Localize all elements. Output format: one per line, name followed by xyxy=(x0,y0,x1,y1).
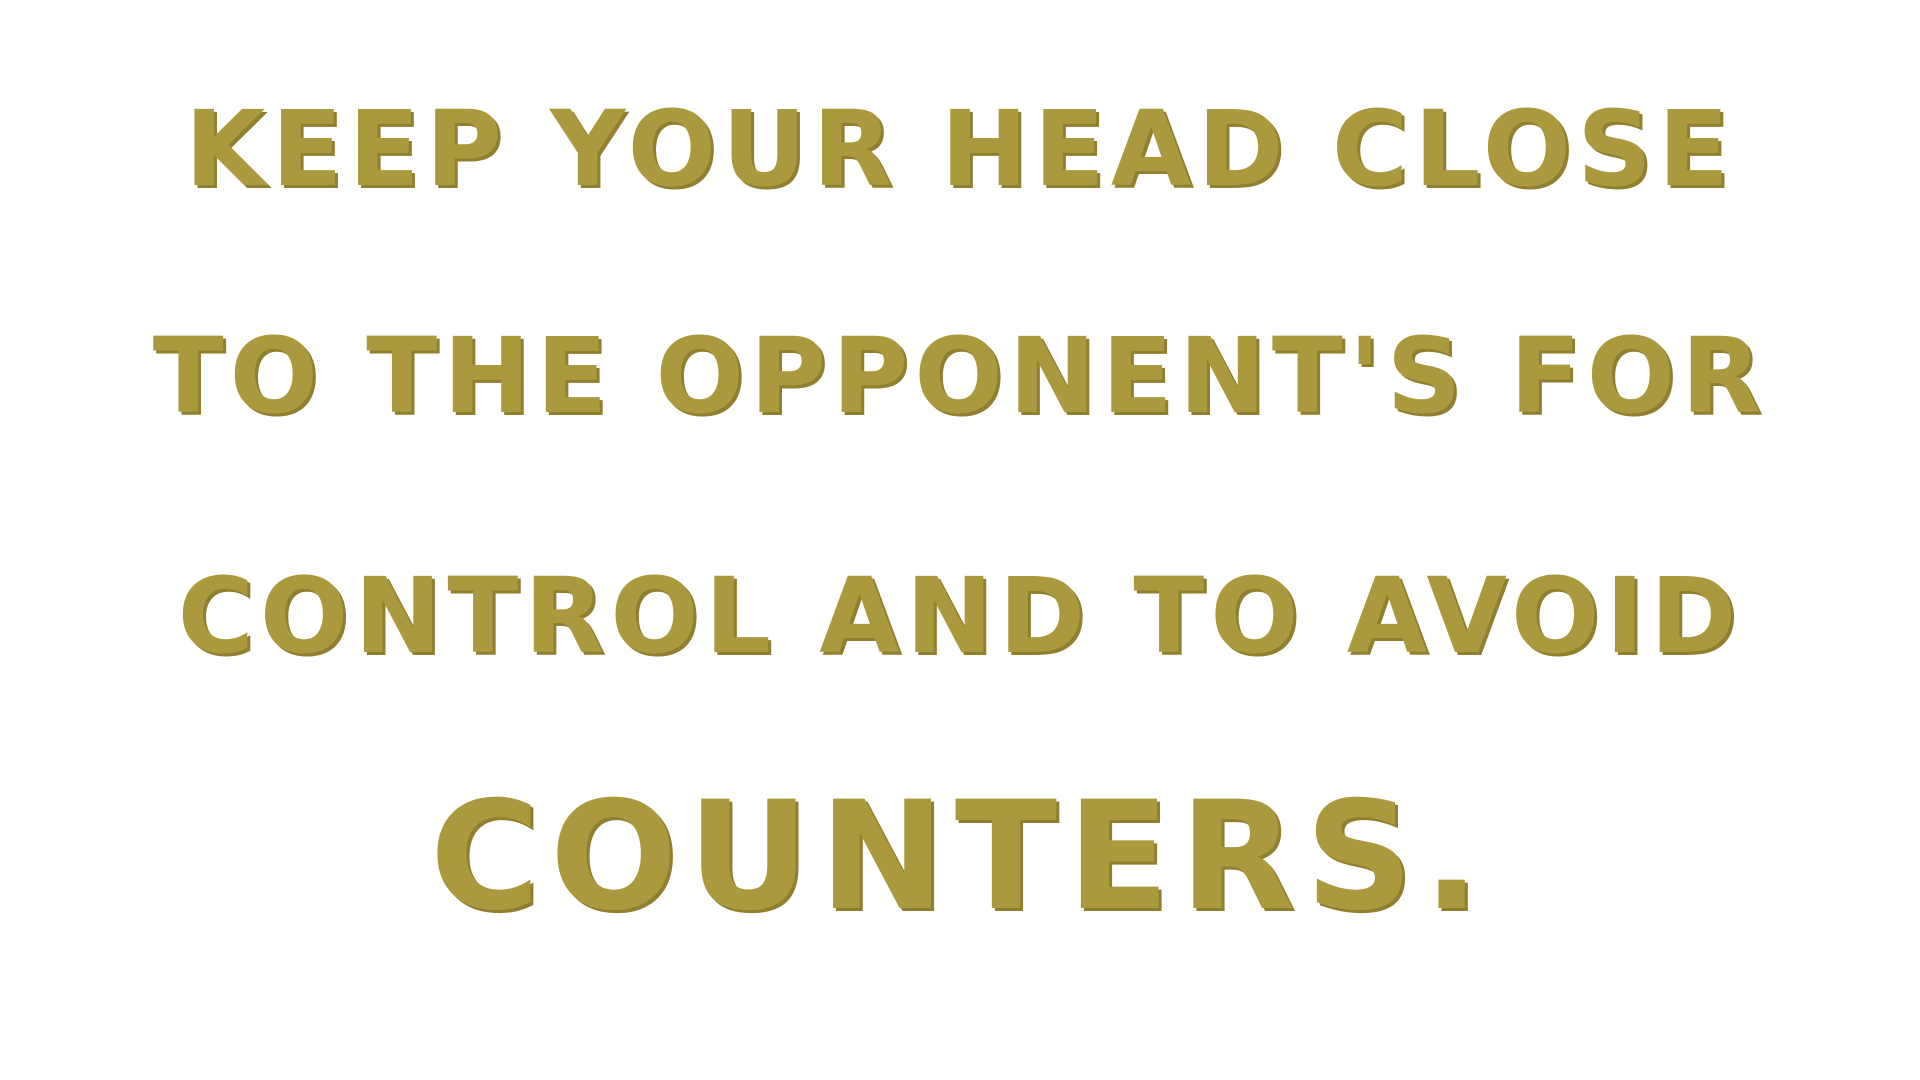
caption-line-4: COUNTERS. xyxy=(429,770,1491,944)
caption-line-2: TO THE OPPONENT'S FOR xyxy=(152,315,1768,437)
caption-line-3: CONTROL AND TO AVOID xyxy=(177,555,1743,677)
caption-line-1: KEEP YOUR HEAD CLOSE xyxy=(184,88,1736,210)
